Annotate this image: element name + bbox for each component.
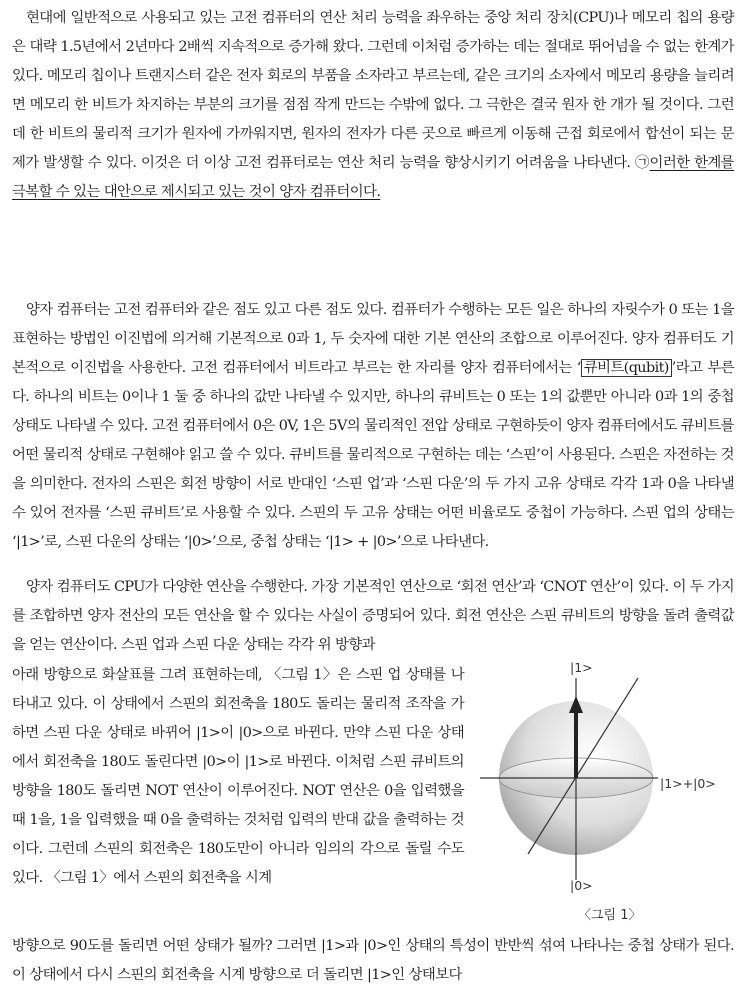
paragraph-3-tail: 방향으로 90도를 돌리면 어떤 상태가 될까? 그러면 |1>과 |0>인 상태의 특성이 반반씩 섞여 나타나는 중첩 상태가 된다. 이 상태에서 다시 스핀의 회전축을 시계 방향으로 더 돌리면 |1>인 상태보다 xyxy=(12,938,734,983)
figure-1 xyxy=(468,658,740,928)
bloch-sphere-diagram xyxy=(468,658,740,928)
marker-circled: ㉠ xyxy=(635,155,650,171)
paragraph-2-text-a: 양자 컴퓨터는 고전 컴퓨터와 같은 점도 있고 다른 점도 있다. 컴퓨터가 수행하는 모든 일은 하나의 자릿수가 0 또는 1을 표현하는 방법인 이진법에 의거해 기본적으로 0과 1, 두 숫자에 대한 기본 연산의 조합으로 이루어진다. 양자 컴퓨터도 기본적으로 이진법을 사용한다. 고전 컴퓨터에서 비트라고 부르는 한 자리를 양자 컴퓨터에서는 ‘ xyxy=(12,302,734,376)
paragraph-2-text-b: ’라고 부른다. 하나의 비트는 0이나 1 둘 중 하나의 값만 나타낼 수 있지만, 하나의 큐비트는 0 또는 1의 값뿐만 아니라 0과 1의 중첩 상태도 나타낼 수 있다. 고전 컴퓨터에서 0은 0V, 1은 5V의 물리적인 전압 상태로 구현하듯이 양자 컴퓨터에서도 큐비트를 어떤 물리적 상태로 구현해야 읽고 쓸 수 있다. 큐비트를 물리적으로 구현하는 데는 ‘스핀’이 사용된다. 스핀은 자전하는 것을 의미한다. 전자의 스핀은 회전 방향이 서로 반대인 ‘스핀 업’과 ‘스핀 다운’의 두 가지 고유 상태로 각각 1과 0을 나타낼 수 있어 전자를 ‘스핀 큐비트’로 사용할 수 있다. 스핀의 두 고유 상태는 어떤 비율로도 중첩이 가능하다. 스핀 업의 상태는 ‘|1>’로, 스핀 다운의 상태는 ‘|0>’으로, 중첩 상태는 ‘|1> + |0>’으로 나타낸다. xyxy=(12,360,735,550)
paragraph-1-text: 현대에 일반적으로 사용되고 있는 고전 컴퓨터의 연산 처리 능력을 좌우하는 중앙 처리 장치(CPU)나 메모리 칩의 용량은 대략 1.5년에서 2년마다 2배씩 지속적으로 증가해 왔다. 그런데 이처럼 증가하는 데는 절대로 뛰어넘을 수 없는 한계가 있다. 메모리 칩이나 트랜지스터 같은 전자 회로의 부품을 소자라고 부르는데, 같은 크기의 소자에서 메모리 용량을 늘리려면 메모리 한 비트가 차지하는 부분의 크기를 점점 작게 만드는 수밖에 없다. 그 극한은 결국 원자 한 개가 될 것이다. 그런데 한 비트의 물리적 크기가 원자에 가까워지면, 원자의 전자가 다른 곳으로 빠르게 이동해 근접 회로에서 합선이 되는 문제가 발생할 수 있다. 이것은 더 이상 고전 컴퓨터로는 연산 처리 능력을 향상시키기 어려움을 나타낸다. xyxy=(12,10,734,171)
paragraph-2 xyxy=(12,296,734,557)
paragraph-1 xyxy=(12,4,734,207)
qubit-boxed-term: 큐비트(qubit) xyxy=(581,359,672,377)
label-superposition: |1>+|0> xyxy=(660,776,716,791)
paragraph-3-text: 양자 컴퓨터도 CPU가 다양한 연산을 수행한다. 가장 기본적인 연산으로 ‘회전 연산’과 ‘CNOT 연산’이 있다. 이 두 가지를 조합하면 양자 전산의 모든 연산을 할 수 있다는 사실이 증명되어 있다. 회전 연산은 스핀 큐비트의 방향을 돌려 출력값을 얻는 연산이다. 스핀 업과 스핀 다운 상태는 각각 위 방향과 xyxy=(12,579,734,653)
label-state-1: |1> xyxy=(570,660,593,675)
paragraph-3-wrapped-text: 아래 방향으로 화살표를 그려 표현하는데, 〈그림 1〉은 스핀 업 상태를 나타내고 있다. 이 상태에서 스핀의 회전축을 180도 돌리는 물리적 조작을 가하면 스핀 다운 상태로 바뀌어 |1>이 |0>으로 바뀐다. 만약 스핀 다운 상태에서 회전축을 180도 돌린다면 |0>이 |1>로 바뀐다. 이처럼 스핀 큐비트의 방향을 180도 돌리면 NOT 연산이 이루어진다. NOT 연산은 0을 입력했을 때 1을, 1을 입력했을 때 0을 출력하는 것처럼 입력의 반대 값을 출력하는 것이다. 그런데 스핀의 회전축은 180도만이 아니라 임의의 각으로 돌릴 수도 있다. 〈그림 1〉에서 스핀의 회전축을 시계 xyxy=(12,667,464,886)
underlined-sentence: 이러한 한계를 극복할 수 있는 대안으로 제시되고 있는 것이 양자 컴퓨터이다. xyxy=(12,155,734,200)
figure-caption: 〈그림 1〉 xyxy=(578,908,642,923)
label-state-0: |0> xyxy=(570,878,593,893)
paragraph-3 xyxy=(12,573,734,660)
